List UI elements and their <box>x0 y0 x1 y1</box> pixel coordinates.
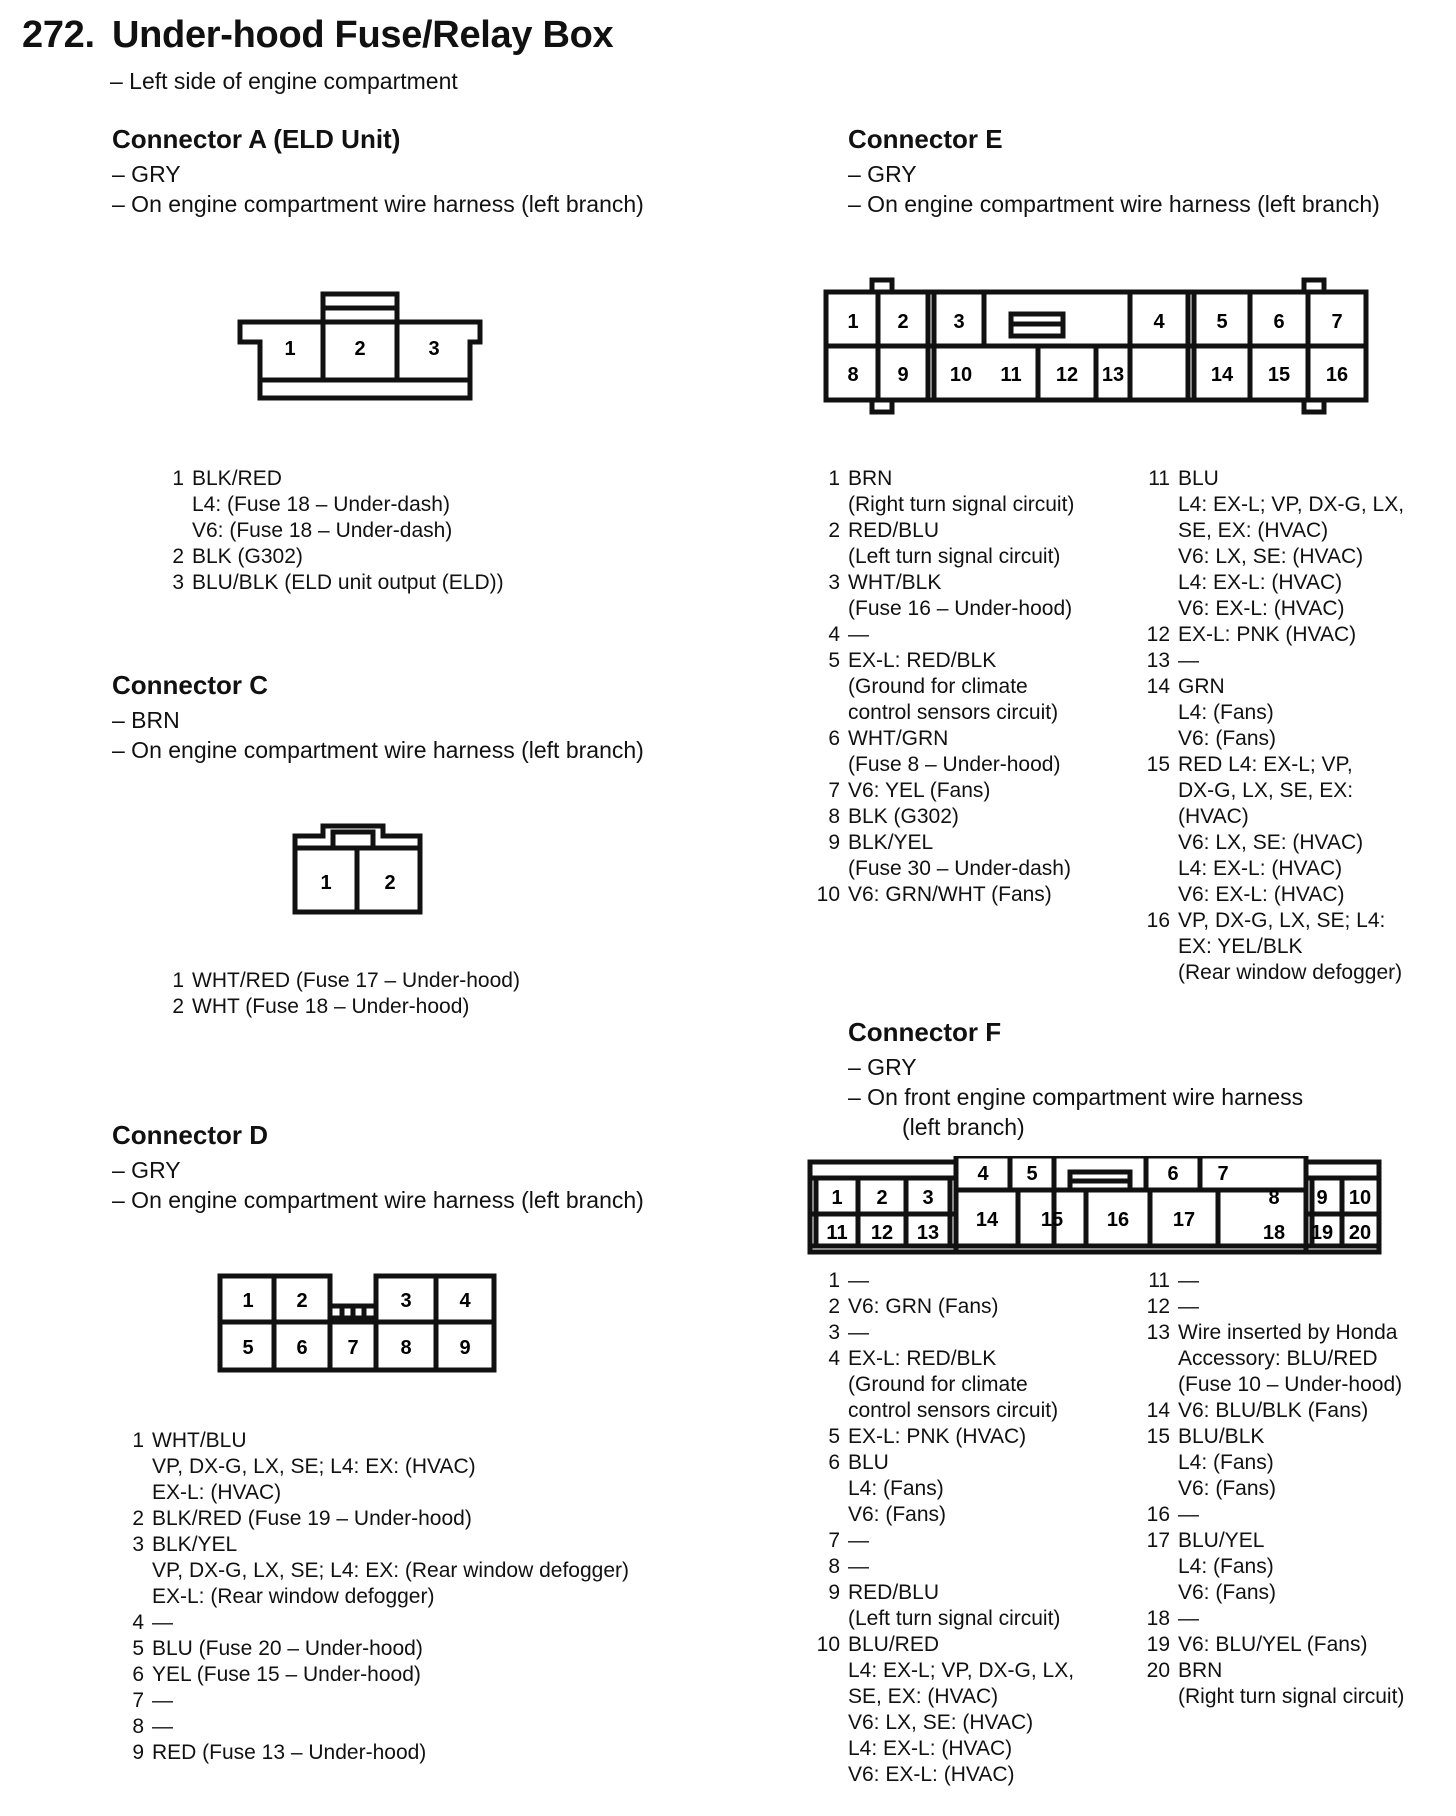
connector-c-cavity: 1 <box>320 872 332 894</box>
pin-row <box>120 1428 629 1506</box>
pin-row <box>816 830 1074 882</box>
connector-a-diagram <box>230 290 490 410</box>
pin-description: WHT/GRN (Fuse 8 – Under-hood) <box>848 727 1061 776</box>
pin-row <box>816 1632 1074 1788</box>
pin-row <box>1146 1632 1404 1658</box>
pin-row <box>1146 1398 1404 1424</box>
connector-f-cavity: 3 <box>922 1187 934 1209</box>
connector-f-cavity: 20 <box>1348 1222 1372 1244</box>
pin-row <box>160 544 504 570</box>
pin-number: 15 <box>1146 1425 1170 1448</box>
pin-row <box>816 804 1074 830</box>
pin-row <box>816 882 1074 908</box>
connector-f-cavity: 14 <box>975 1209 999 1231</box>
pin-row <box>816 1580 1074 1632</box>
pin-description: — <box>1178 1607 1199 1630</box>
connector-e-cavity: 4 <box>1153 311 1165 333</box>
pin-row <box>816 1346 1074 1424</box>
pin-number: 13 <box>1146 1321 1170 1344</box>
connector-f-cavity: 11 <box>826 1222 848 1244</box>
connector-c-color: – BRN <box>112 707 180 733</box>
connector-d-heading: Connector D <box>112 1120 268 1150</box>
connector-d-cavity: 9 <box>459 1337 471 1359</box>
connector-a-location: – On engine compartment wire harness (left branch) <box>112 191 644 217</box>
pin-description: BLU L4: (Fans) V6: (Fans) <box>848 1451 947 1526</box>
pin-row <box>1146 908 1404 986</box>
pin-row <box>120 1532 629 1610</box>
connector-e-cavity: 11 <box>1000 364 1022 386</box>
pin-number: 11 <box>1148 467 1170 490</box>
pin-description: — <box>1178 1269 1199 1292</box>
pin-number: 8 <box>828 805 840 828</box>
pin-number: 13 <box>1146 649 1170 672</box>
pin-row <box>160 994 520 1020</box>
connector-d-color: – GRY <box>112 1157 181 1183</box>
pin-description: BLU L4: EX-L; VP, DX-G, LX, SE, EX: (HVAC) V6: LX, SE: (HVAC) L4: EX-L: (HVAC) V6: EX-L: (HVAC) <box>1178 467 1405 620</box>
connector-f-pin-list-right <box>1146 1268 1404 1710</box>
connector-f-header <box>848 1017 1303 1142</box>
pin-number: 5 <box>828 649 840 672</box>
pin-number: 17 <box>1146 1529 1170 1552</box>
pin-description: V6: GRN/WHT (Fans) <box>848 883 1052 906</box>
connector-e-cavity: 5 <box>1216 311 1228 333</box>
pin-description: BLK/YEL (Fuse 30 – Under-dash) <box>848 831 1071 880</box>
pin-row <box>160 466 504 544</box>
pin-row <box>1146 648 1404 674</box>
pin-description: BLK/RED L4: (Fuse 18 – Under-dash) V6: (Fuse 18 – Under-dash) <box>192 467 453 542</box>
pin-row <box>120 1662 629 1688</box>
pin-row <box>1146 752 1404 908</box>
pin-description: VP, DX-G, LX, SE; L4: EX: YEL/BLK (Rear window defogger) <box>1178 909 1403 984</box>
connector-f-color: – GRY <box>848 1054 917 1080</box>
pin-description: RED (Fuse 13 – Under-hood) <box>152 1741 427 1764</box>
pin-number: 3 <box>132 1533 144 1556</box>
pin-description: — <box>848 1321 869 1344</box>
pin-number: 7 <box>828 1529 840 1552</box>
pin-number: 3 <box>828 571 840 594</box>
pin-row <box>816 1450 1074 1528</box>
section-title: Under-hood Fuse/Relay Box <box>112 14 614 56</box>
pin-description: BLU/YEL L4: (Fans) V6: (Fans) <box>1178 1529 1277 1604</box>
pin-number: 2 <box>172 995 184 1018</box>
connector-d-cavity: 1 <box>242 1290 254 1312</box>
pin-description: — <box>848 1529 869 1552</box>
connector-e-pin-list-left <box>816 466 1074 908</box>
pin-row <box>1146 1424 1404 1502</box>
pin-number: 4 <box>828 1347 840 1370</box>
pin-number: 1 <box>172 467 184 490</box>
connector-d-cavity: 4 <box>459 1290 471 1312</box>
connector-f-pin-list-left <box>816 1268 1074 1788</box>
pin-description: V6: GRN (Fans) <box>848 1295 999 1318</box>
connector-f-cavity: 5 <box>1026 1163 1038 1185</box>
pin-number: 7 <box>132 1689 144 1712</box>
pin-description: BLK/RED (Fuse 19 – Under-hood) <box>152 1507 472 1530</box>
connector-d-cavity: 5 <box>242 1337 254 1359</box>
connector-a-cavity: 1 <box>284 338 296 360</box>
connector-c-heading: Connector C <box>112 670 268 700</box>
pin-number: 1 <box>132 1429 144 1452</box>
pin-number: 8 <box>828 1555 840 1578</box>
pin-description: V6: YEL (Fans) <box>848 779 991 802</box>
pin-row <box>1146 622 1404 648</box>
connector-f-cavity: 8 <box>1268 1187 1280 1209</box>
pin-description: WHT/BLK (Fuse 16 – Under-hood) <box>848 571 1073 620</box>
pin-row <box>120 1610 629 1636</box>
connector-e-cavity: 7 <box>1331 311 1343 333</box>
connector-c-cavity: 2 <box>384 872 396 894</box>
pin-number: 2 <box>132 1507 144 1530</box>
pin-description: EX-L: PNK (HVAC) <box>848 1425 1027 1448</box>
pin-description: RED/BLU (Left turn signal circuit) <box>848 1581 1061 1630</box>
connector-d-cavity: 6 <box>296 1337 308 1359</box>
pin-description: BLK (G302) <box>848 805 959 828</box>
pin-description: BLU (Fuse 20 – Under-hood) <box>152 1637 423 1660</box>
pin-description: — <box>1178 1503 1199 1526</box>
pin-number: 9 <box>132 1741 144 1764</box>
pin-number: 2 <box>828 519 840 542</box>
connector-f-cavity: 2 <box>876 1187 888 1209</box>
connector-e-cavity: 12 <box>1055 364 1079 386</box>
pin-number: 18 <box>1146 1607 1170 1630</box>
page-subtitle: – Left side of engine compartment <box>110 68 458 94</box>
pin-row <box>816 1554 1074 1580</box>
pin-row <box>1146 1658 1404 1710</box>
connector-e-cavity: 13 <box>1101 364 1125 386</box>
pin-description: BLU/BLK L4: (Fans) V6: (Fans) <box>1178 1425 1277 1500</box>
pin-description: BRN (Right turn signal circuit) <box>1178 1659 1405 1708</box>
pin-description: — <box>848 623 869 646</box>
pin-number: 6 <box>828 1451 840 1474</box>
pin-number: 10 <box>816 883 840 906</box>
pin-description: EX-L: RED/BLK (Ground for climate control sensors circuit) <box>848 649 1059 724</box>
pin-description: — <box>152 1715 173 1738</box>
connector-f-cavity: 4 <box>977 1163 989 1185</box>
connector-d-cavity: 7 <box>347 1337 359 1359</box>
pin-description: BRN (Right turn signal circuit) <box>848 467 1075 516</box>
pin-row <box>120 1714 629 1740</box>
pin-number: 10 <box>816 1633 840 1656</box>
connector-e-cavity: 6 <box>1273 311 1285 333</box>
pin-description: EX-L: PNK (HVAC) <box>1178 623 1357 646</box>
pin-row <box>1146 1268 1404 1294</box>
section-number: 272. <box>22 14 95 56</box>
connector-c-location: – On engine compartment wire harness (left branch) <box>112 737 644 763</box>
pin-row <box>160 968 520 994</box>
pin-row <box>120 1636 629 1662</box>
connector-d-cavity: 2 <box>296 1290 308 1312</box>
connector-f-location-cont: (left branch) <box>902 1114 1025 1140</box>
pin-number: 15 <box>1146 753 1170 776</box>
pin-description: V6: BLU/YEL (Fans) <box>1178 1633 1368 1656</box>
pin-row <box>816 1268 1074 1294</box>
connector-a-heading: Connector A (ELD Unit) <box>112 124 401 154</box>
pin-description: GRN L4: (Fans) V6: (Fans) <box>1178 675 1277 750</box>
connector-e-cavity: 1 <box>847 311 859 333</box>
pin-description: BLU/BLK (ELD unit output (ELD)) <box>192 571 504 594</box>
pin-number: 8 <box>132 1715 144 1738</box>
connector-d-pin-list <box>120 1428 629 1766</box>
pin-description: RED/BLU (Left turn signal circuit) <box>848 519 1061 568</box>
pin-row <box>816 466 1074 518</box>
pin-number: 1 <box>828 1269 840 1292</box>
pin-number: 1 <box>172 969 184 992</box>
connector-d-location: – On engine compartment wire harness (left branch) <box>112 1187 644 1213</box>
connector-f-cavity: 15 <box>1040 1209 1064 1231</box>
pin-number: 5 <box>828 1425 840 1448</box>
pin-row <box>1146 1606 1404 1632</box>
pin-row <box>120 1688 629 1714</box>
pin-row <box>816 1320 1074 1346</box>
pin-description: — <box>1178 649 1199 672</box>
pin-description: Wire inserted by Honda Accessory: BLU/RED (Fuse 10 – Under-hood) <box>1178 1321 1403 1396</box>
connector-e-cavity: 9 <box>897 364 909 386</box>
pin-description: WHT/BLU VP, DX-G, LX, SE; L4: EX: (HVAC) EX-L: (HVAC) <box>152 1429 476 1504</box>
pin-row <box>1146 1294 1404 1320</box>
connector-f-cavity: 17 <box>1172 1209 1196 1231</box>
pin-row <box>816 1424 1074 1450</box>
connector-c-header <box>112 670 644 765</box>
connector-a-cavity: 2 <box>354 338 366 360</box>
pin-row <box>1146 1502 1404 1528</box>
pin-number: 6 <box>828 727 840 750</box>
pin-number: 5 <box>132 1637 144 1660</box>
connector-d-cavity: 8 <box>400 1337 412 1359</box>
pin-description: — <box>1178 1295 1199 1318</box>
pin-row <box>120 1740 629 1766</box>
pin-description: BLU/RED L4: EX-L; VP, DX-G, LX, SE, EX: (HVAC) V6: LX, SE: (HVAC) L4: EX-L: (HVAC) V6: EX-L: (HVAC) <box>848 1633 1075 1786</box>
connector-e-diagram <box>818 272 1372 420</box>
pin-number: 6 <box>132 1663 144 1686</box>
pin-number: 11 <box>1148 1269 1170 1292</box>
pin-number: 14 <box>1146 675 1170 698</box>
pin-row <box>816 570 1074 622</box>
pin-description: — <box>848 1555 869 1578</box>
connector-e-cavity: 15 <box>1267 364 1291 386</box>
connector-f-heading: Connector F <box>848 1017 1002 1047</box>
pin-description: WHT (Fuse 18 – Under-hood) <box>192 995 470 1018</box>
pin-number: 2 <box>828 1295 840 1318</box>
pin-number: 2 <box>172 545 184 568</box>
connector-e-cavity: 16 <box>1325 364 1349 386</box>
connector-a-header <box>112 124 644 219</box>
connector-d-diagram <box>214 1270 508 1380</box>
pin-row <box>120 1506 629 1532</box>
connector-f-cavity: 18 <box>1262 1222 1286 1244</box>
connector-e-heading: Connector E <box>848 124 1003 154</box>
pin-number: 14 <box>1146 1399 1170 1422</box>
connector-e-cavity: 3 <box>953 311 965 333</box>
pin-row <box>1146 1320 1404 1398</box>
pin-row <box>816 518 1074 570</box>
pin-description: YEL (Fuse 15 – Under-hood) <box>152 1663 421 1686</box>
connector-f-cavity: 1 <box>831 1187 843 1209</box>
pin-number: 4 <box>828 623 840 646</box>
pin-row <box>1146 674 1404 752</box>
pin-description: BLK (G302) <box>192 545 303 568</box>
pin-description: WHT/RED (Fuse 17 – Under-hood) <box>192 969 520 992</box>
pin-description: BLK/YEL VP, DX-G, LX, SE; L4: EX: (Rear window defogger) EX-L: (Rear window defogger) <box>152 1533 630 1608</box>
connector-e-cavity: 14 <box>1210 364 1234 386</box>
pin-description: — <box>848 1269 869 1292</box>
connector-f-cavity: 13 <box>916 1222 940 1244</box>
connector-d-cavity: 3 <box>400 1290 412 1312</box>
pin-number: 7 <box>828 779 840 802</box>
pin-row <box>816 726 1074 778</box>
pin-row <box>1146 466 1404 622</box>
pin-row <box>816 1528 1074 1554</box>
connector-c-pin-list <box>160 968 520 1020</box>
connector-c-diagram <box>288 818 428 918</box>
page-title <box>22 14 613 57</box>
pin-description: — <box>152 1689 173 1712</box>
pin-row <box>160 570 504 596</box>
pin-row <box>816 778 1074 804</box>
connector-e-cavity: 10 <box>949 364 973 386</box>
pin-description: V6: BLU/BLK (Fans) <box>1178 1399 1369 1422</box>
pin-number: 12 <box>1146 1295 1170 1318</box>
connector-f-cavity: 12 <box>870 1222 894 1244</box>
pin-number: 3 <box>172 571 184 594</box>
connector-f-location: – On front engine compartment wire harness <box>848 1084 1304 1110</box>
connector-d-header <box>112 1120 644 1215</box>
pin-number: 3 <box>828 1321 840 1344</box>
connector-a-color: – GRY <box>112 161 181 187</box>
pin-number: 1 <box>828 467 840 490</box>
connector-e-cavity: 2 <box>897 311 909 333</box>
pin-number: 12 <box>1146 623 1170 646</box>
connector-f-cavity: 9 <box>1316 1187 1328 1209</box>
connector-f-cavity: 7 <box>1217 1163 1229 1185</box>
connector-a-cavity: 3 <box>428 338 440 360</box>
pin-number: 9 <box>828 1581 840 1604</box>
connector-e-cavity: 8 <box>847 364 859 386</box>
pin-row <box>816 1294 1074 1320</box>
pin-number: 20 <box>1146 1659 1170 1682</box>
connector-f-cavity: 16 <box>1106 1209 1130 1231</box>
connector-f-cavity: 19 <box>1310 1222 1334 1244</box>
pin-description: RED L4: EX-L; VP, DX-G, LX, SE, EX: (HVAC) V6: LX, SE: (HVAC) L4: EX-L: (HVAC) V6: EX-L: (HVAC) <box>1178 753 1364 906</box>
connector-e-location: – On engine compartment wire harness (left branch) <box>848 191 1380 217</box>
pin-row <box>1146 1528 1404 1606</box>
connector-e-color: – GRY <box>848 161 917 187</box>
pin-number: 16 <box>1146 1503 1170 1526</box>
pin-number: 9 <box>828 831 840 854</box>
pin-description: — <box>152 1611 173 1634</box>
pin-number: 19 <box>1146 1633 1170 1656</box>
connector-f-cavity: 10 <box>1348 1187 1372 1209</box>
connector-e-header <box>848 124 1380 219</box>
connector-f-cavity: 6 <box>1167 1163 1179 1185</box>
connector-f-diagram <box>806 1156 1390 1256</box>
pin-description: EX-L: RED/BLK (Ground for climate control sensors circuit) <box>848 1347 1059 1422</box>
pin-number: 4 <box>132 1611 144 1634</box>
pin-row <box>816 622 1074 648</box>
pin-row <box>816 648 1074 726</box>
connector-e-pin-list-right <box>1146 466 1404 986</box>
connector-a-pin-list <box>160 466 504 596</box>
pin-number: 16 <box>1146 909 1170 932</box>
